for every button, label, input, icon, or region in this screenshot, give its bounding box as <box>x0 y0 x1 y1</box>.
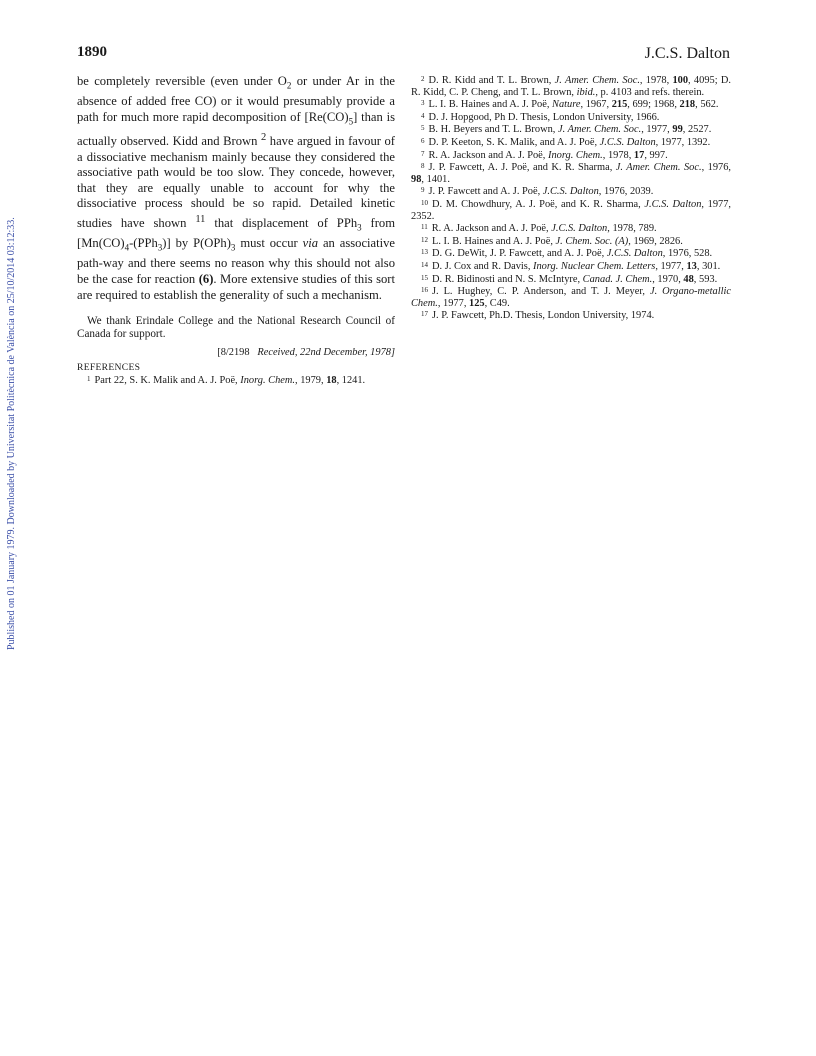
references-list-left <box>77 374 395 387</box>
reference-item <box>411 273 731 286</box>
reference-text: D. R. Bidinosti and N. S. McIntyre, Canad. J. Chem., 1970, 48, 593. <box>432 273 718 285</box>
reference-number: 16 <box>421 286 428 295</box>
reference-number: 10 <box>421 198 428 207</box>
reference-number: 5 <box>421 124 425 133</box>
left-column <box>77 74 395 386</box>
reference-text: R. A. Jackson and A. J. Poë, J.C.S. Dalton, 1978, 789. <box>431 223 657 235</box>
references-list-right <box>411 74 731 322</box>
body-paragraph: be completely reversible (even under $O_2$ or under Ar in the absence of added free CO) or it would presumably provide a path for much more rapid decomposition of $[Re(CO)_5]$ than is actually observed. Kidd and Brown $^2$ have argued in favour of a dissociative mechanism mainly because they considered the associative path would be too slow. They concede, however, that they are equally unable to account for why the dissociative process should be so rapid. Detailed kinetic studies have shown $^{11}$ that displacement of PPh$_3$ from $[Mn(CO)_4-(PPh_3)]$ by $P(OPh)_3$ must occur via an associative path-way and there seems no reason why this should not also be the case for reaction (6). More extensive studies of this sort are required to establish the generality of such a mechanism. <box>77 74 396 302</box>
reference-number: 7 <box>421 149 425 158</box>
reference-item <box>411 149 731 162</box>
reference-item <box>411 185 731 198</box>
reference-text: D. R. Kidd and T. L. Brown, J. Amer. Chem. Soc., 1978, 100, 4095; D. R. Kidd, C. P. Cheng, and T. L. Brown, ibid., p. 4103 and refs. therein. <box>411 75 731 98</box>
reference-item <box>411 309 731 322</box>
reference-number: 2 <box>421 75 425 83</box>
page-number: 1890 <box>77 44 107 60</box>
reference-text: J. L. Hughey, C. P. Anderson, and T. J. Meyer, J. Organo-metallic Chem., 1977, 125, C49. <box>411 286 731 309</box>
reference-number: 14 <box>421 260 428 269</box>
reference-text: D. J. Cox and R. Davis, Inorg. Nuclear Chem. Letters, 1977, 13, 301. <box>432 260 721 272</box>
reference-number: 9 <box>421 186 425 195</box>
reference-item <box>411 260 731 273</box>
reference-number: 1 <box>87 374 91 383</box>
reference-item <box>411 235 731 248</box>
reference-item <box>411 222 731 235</box>
reference-text: J. P. Fawcett and A. J. Poë, J.C.S. Dalton, 1976, 2039. <box>428 186 654 198</box>
acknowledgement: We thank Erindale College and the National Research Council of Canada for support. <box>77 315 395 341</box>
reference-number: 6 <box>421 136 425 145</box>
received-date: Received, 22nd December, 1978] <box>257 346 395 358</box>
reference-text: J. P. Fawcett, A. J. Poë, and K. R. Sharma, J. Amer. Chem. Soc., 1976, 98, 1401. <box>411 162 731 185</box>
reference-number: 15 <box>421 273 428 282</box>
reference-text: J. P. Fawcett, Ph.D. Thesis, London University, 1974. <box>432 310 655 322</box>
reference-text: L. I. B. Haines and A. J. Poë, Nature, 1967, 215, 699; 1968, 218, 562. <box>428 99 719 111</box>
reference-number: 3 <box>421 99 425 108</box>
reference-item <box>411 123 731 136</box>
reference-item <box>77 374 395 387</box>
reference-item <box>411 247 731 260</box>
manuscript-code: [8/2198 <box>217 346 250 358</box>
reference-text: R. A. Jackson and A. J. Poë, Inorg. Chem., 1978, 17, 997. <box>428 149 668 161</box>
reference-number: 4 <box>421 111 425 120</box>
reference-item <box>411 74 731 98</box>
reference-item <box>411 285 731 309</box>
reference-item <box>411 111 731 124</box>
reference-text: L. I. B. Haines and A. J. Poë, J. Chem. Soc. (A), 1969, 2826. <box>432 235 683 247</box>
reference-text: D. M. Chowdhury, A. J. Poë, and K. R. Sharma, J.C.S. Dalton, 1977, 2352. <box>411 198 731 222</box>
reference-item <box>411 198 731 222</box>
reference-number: 12 <box>421 235 428 244</box>
received-line <box>77 346 395 359</box>
download-watermark: Published on 01 January 1979. Downloaded by Universitat Politècnica de València on 25/10/2014 03:12:33. <box>6 217 17 650</box>
reference-item <box>411 98 731 111</box>
reference-number: 8 <box>421 162 425 171</box>
reference-text: D. G. DeWit, J. P. Fawcett, and A. J. Poë, J.C.S. Dalton, 1976, 528. <box>432 248 713 260</box>
reference-text: B. H. Beyers and T. L. Brown, J. Amer. Chem. Soc., 1977, 99, 2527. <box>428 124 712 136</box>
journal-title: J.C.S. Dalton <box>644 45 730 62</box>
reference-text: Part 22, S. K. Malik and A. J. Poë, Inorg. Chem., 1979, 18, 1241. <box>94 374 366 386</box>
reference-item <box>411 161 731 185</box>
reference-text: D. P. Keeton, S. K. Malik, and A. J. Poë, J.C.S. Dalton, 1977, 1392. <box>428 136 711 148</box>
reference-number: 17 <box>421 310 428 319</box>
reference-number: 11 <box>421 223 428 232</box>
references-heading: REFERENCES <box>77 361 141 373</box>
reference-item <box>411 136 731 149</box>
reference-text: D. J. Hopgood, Ph D. Thesis, London University, 1966. <box>428 111 660 123</box>
reference-number: 13 <box>421 248 428 257</box>
